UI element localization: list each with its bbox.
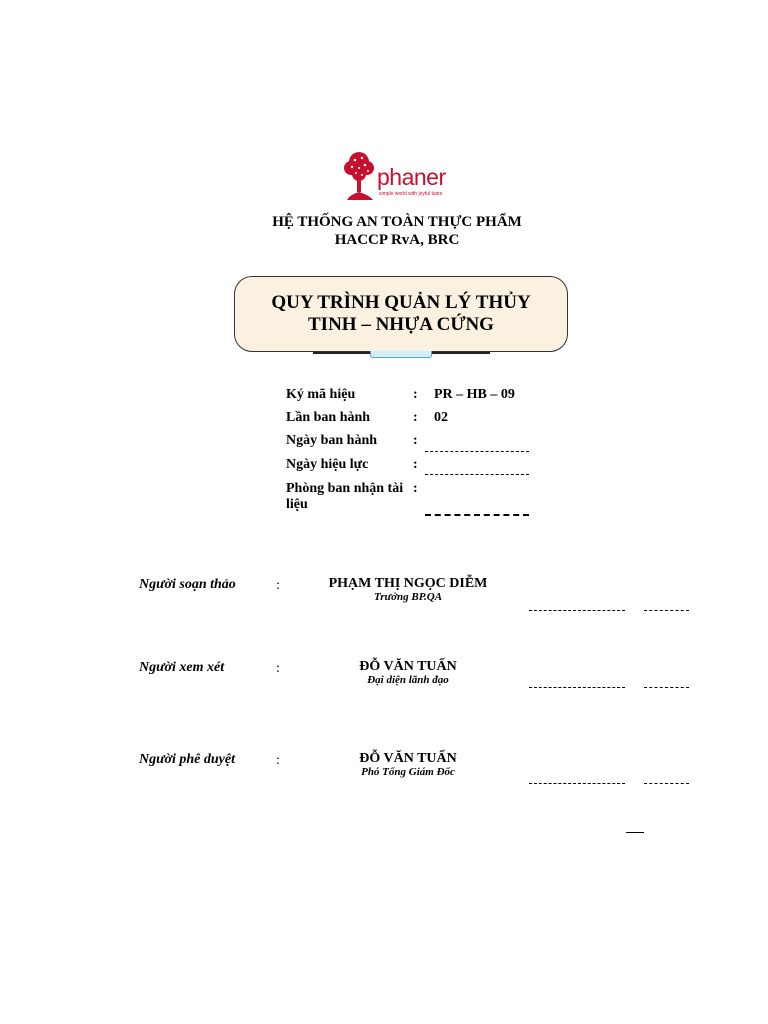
system-title-line1: HỆ THỐNG AN TOÀN THỰC PHẨM: [272, 214, 522, 230]
info-colon: :: [413, 457, 418, 472]
signature-title-reviewer: Đại diện lãnh đạo: [367, 674, 449, 686]
logo-tagline: simple world with joyful taste: [379, 191, 443, 197]
signature-title-drafter: Trưởng BP.QA: [373, 591, 443, 603]
document-title-line1: QUY TRÌNH QUẢN LÝ THỦY: [271, 292, 531, 313]
info-value-edition: 02: [434, 410, 448, 425]
document-title: [271, 292, 530, 336]
info-colon: :: [413, 387, 418, 402]
footer-dash: [626, 832, 644, 833]
signature-name-reviewer: ĐỖ VĂN TUẤN: [359, 659, 457, 674]
info-value-code: PR – HB – 09: [434, 387, 515, 402]
date-line: [644, 610, 689, 611]
info-colon: :: [413, 410, 418, 425]
date-line: [644, 783, 689, 784]
signature-name-drafter: PHẠM THỊ NGỌC DIỄM: [328, 576, 488, 591]
blank-line: [425, 514, 529, 516]
signature-line: [529, 610, 625, 611]
signature-colon: :: [276, 578, 280, 593]
info-colon: :: [413, 481, 418, 496]
info-label-issue-date: Ngày ban hành: [286, 433, 378, 448]
info-label-code: Ký mã hiệu: [286, 387, 356, 402]
title-box-tab: [370, 351, 432, 358]
info-label-effective-date: Ngày hiệu lực: [286, 457, 369, 472]
system-title-line2: HACCP RvA, BRC: [334, 232, 460, 248]
info-label-receiving-dept: Phòng ban nhận tài liệu: [286, 481, 404, 512]
signature-role-reviewer: Người xem xét: [139, 660, 225, 675]
signature-colon: :: [276, 661, 280, 676]
signature-name-approver: ĐỖ VĂN TUẤN: [359, 751, 457, 766]
document-title-box: [234, 276, 568, 352]
signature-role-approver: Người phê duyệt: [139, 752, 236, 767]
date-line: [644, 687, 689, 688]
signature-role-drafter: Người soạn thảo: [139, 577, 236, 592]
info-label-edition: Lần ban hành: [286, 410, 371, 425]
system-title: [200, 213, 594, 249]
blank-line: [425, 451, 529, 452]
signature-line: [529, 783, 625, 784]
signature-colon: :: [276, 753, 280, 768]
logo-wordmark: phaner: [377, 164, 446, 190]
signature-title-approver: Phó Tổng Giám Đốc: [361, 766, 455, 778]
document-title-line2: TINH – NHỰA CỨNG: [308, 314, 494, 335]
signature-line: [529, 687, 625, 688]
blank-line: [425, 474, 529, 475]
company-logo: [343, 150, 455, 202]
info-colon: :: [413, 433, 418, 448]
